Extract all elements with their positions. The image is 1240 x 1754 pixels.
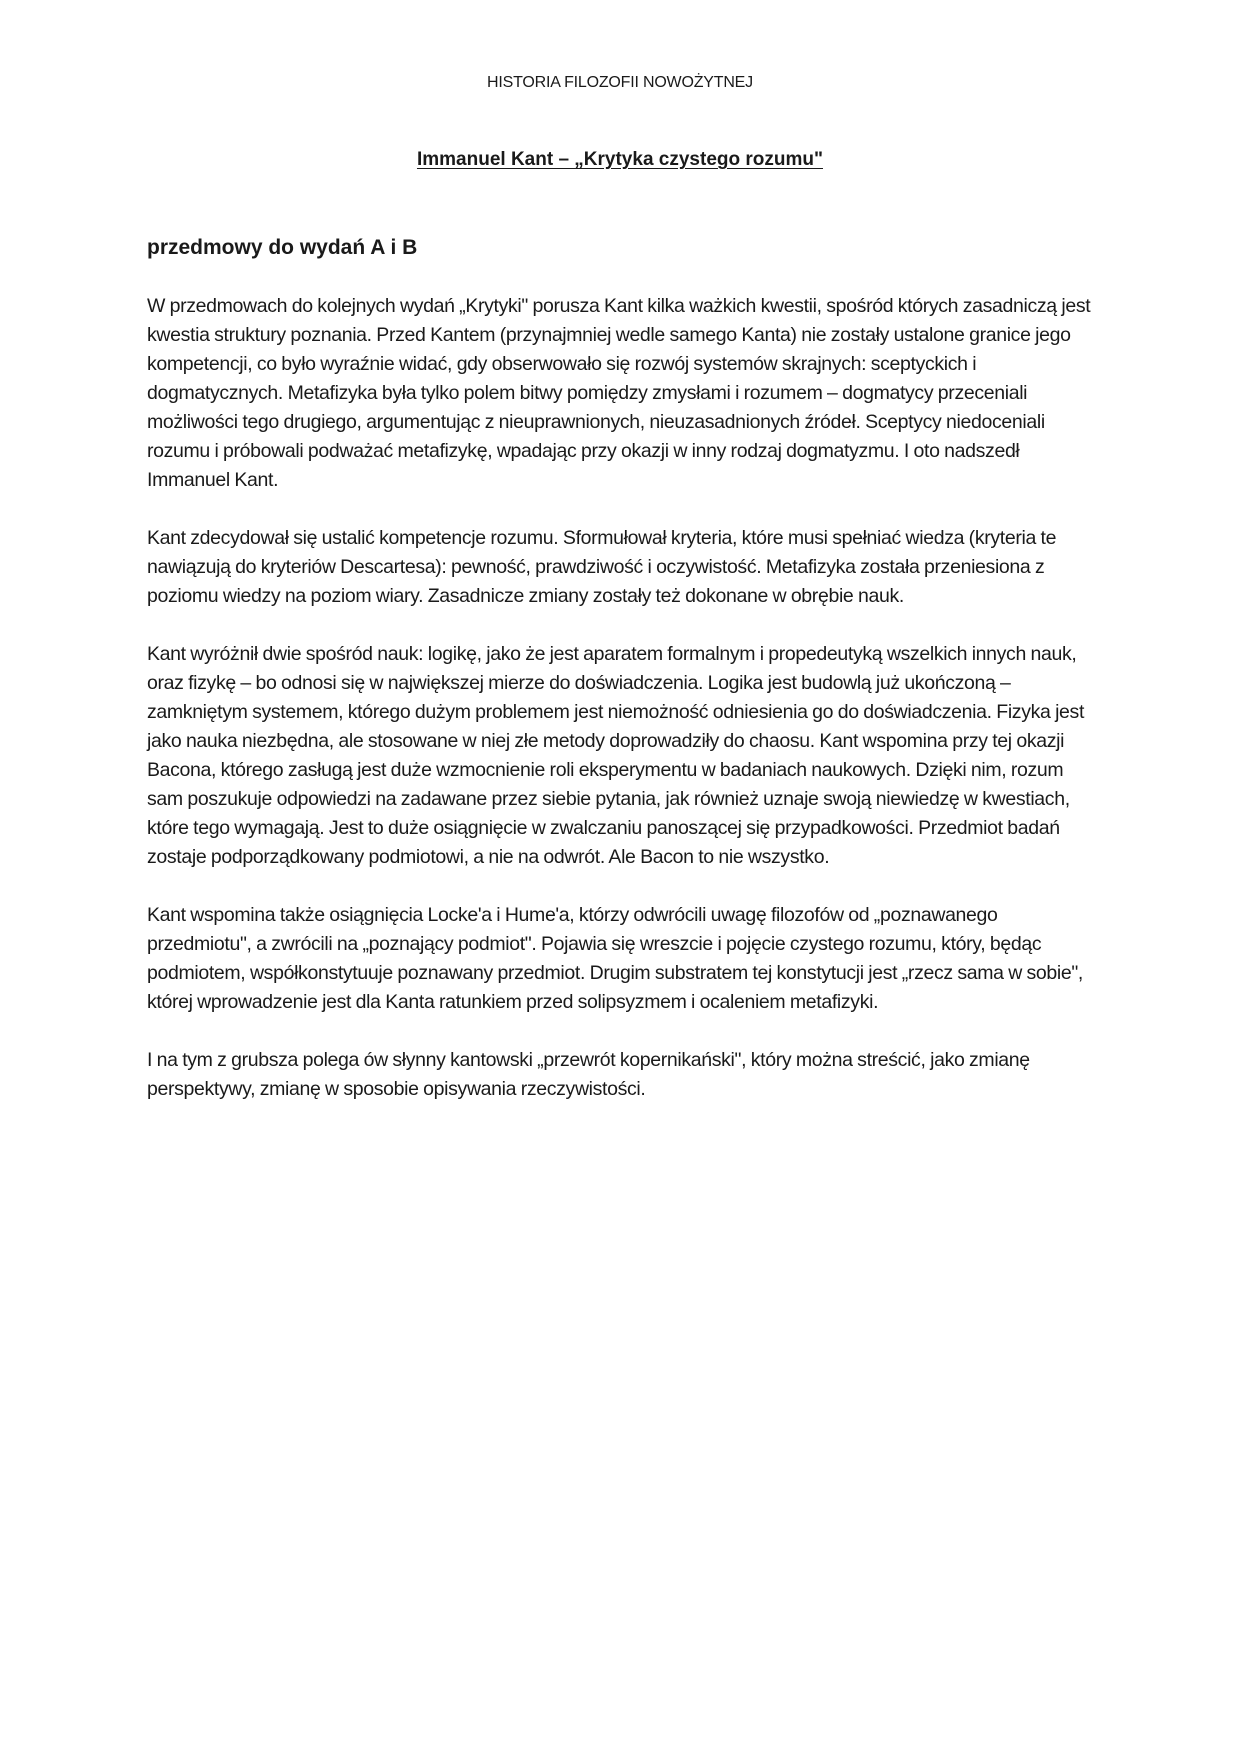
paragraph-5: I na tym z grubsza polega ów słynny kantowski „przewrót kopernikański", który można streścić, jako zmianę perspektywy, zmianę w sposobie opisywania rzeczywistości.: [147, 1049, 1030, 1100]
paragraph-3: Kant wyróżnił dwie spośród nauk: logikę, jako że jest aparatem formalnym i propedeutyką wszelkich innych nauk, oraz fizykę – bo odnosi się w największej mierze do doświadczenia. Logika jest budowlą już ukończoną – zamkniętym systemem, którego dużym problemem jest niemożność odniesienia go do doświadczenia. Fizyka jest jako nauka niezbędna, ale stosowane w niej złe metody doprowadziły do chaosu. Kant wspomina przy tej okazji Bacona, którego zasługą jest duże wzmocnienie roli eksperymentu w badaniach naukowych. Dzięki nim, rozum sam poszukuje odpowiedzi na zadawane przez siebie pytania, jak również uznaje swoją niewiedzę w kwestiach, które tego wymagają. Jest to duże osiągnięcie w zwalczaniu panoszącej się przypadkowości. Przedmiot badań zostaje podporządkowany podmiotowi, a nie na odwrót. Ale Bacon to nie wszystko.: [147, 643, 1085, 868]
running-header: HISTORIA FILOZOFII NOWOŻYTNEJ: [487, 74, 753, 91]
section-heading: przedmowy do wydań A i B: [147, 236, 418, 259]
paragraph-4: Kant wspomina także osiągnięcia Locke'a i Hume'a, którzy odwrócili uwagę filozofów od „poznawanego przedmiotu", a zwrócili na „poznający podmiot". Pojawia się wreszcie i pojęcie czystego rozumu, który, będąc podmiotem, współkonstytuuje poznawany przedmiot. Drugim substratem tej konstytucji jest „rzecz sama w sobie", której wprowadzenie jest dla Kanta ratunkiem przed solipsyzmem i ocaleniem metafizyki.: [147, 904, 1084, 1013]
paragraph-1: W przedmowach do kolejnych wydań „Krytyki" porusza Kant kilka ważkich kwestii, spośród których zasadniczą jest kwestia struktury poznania. Przed Kantem (przynajmniej wedle samego Kanta) nie zostały ustalone granice jego kompetencji, co było wyraźnie widać, gdy obserwowało się rozwój systemów skrajnych: sceptyckich i dogmatycznych. Metafizyka była tylko polem bitwy pomiędzy zmysłami i rozumem – dogmatycy przeceniali możliwości tego drugiego, argumentując z nieuprawnionych, nieuzasadnionych źródeł. Sceptycy niedoceniali rozumu i próbowali podważać metafizykę, wpadając przy okazji w inny rodzaj dogmatyzmu. I oto nadszedł Immanuel Kant.: [147, 295, 1091, 491]
body-text: [147, 292, 1097, 1133]
document-title: Immanuel Kant – „Krytyka czystego rozumu": [416, 149, 823, 170]
paragraph-2: Kant zdecydował się ustalić kompetencje rozumu. Sformułował kryteria, które musi spełniać wiedza (kryteria te nawiązują do kryteriów Descartesa): pewność, prawdziwość i oczywistość. Metafizyka została przeniesiona z poziomu wiedzy na poziom wiary. Zasadnicze zmiany zostały też dokonane w obrębie nauk.: [147, 527, 1057, 607]
